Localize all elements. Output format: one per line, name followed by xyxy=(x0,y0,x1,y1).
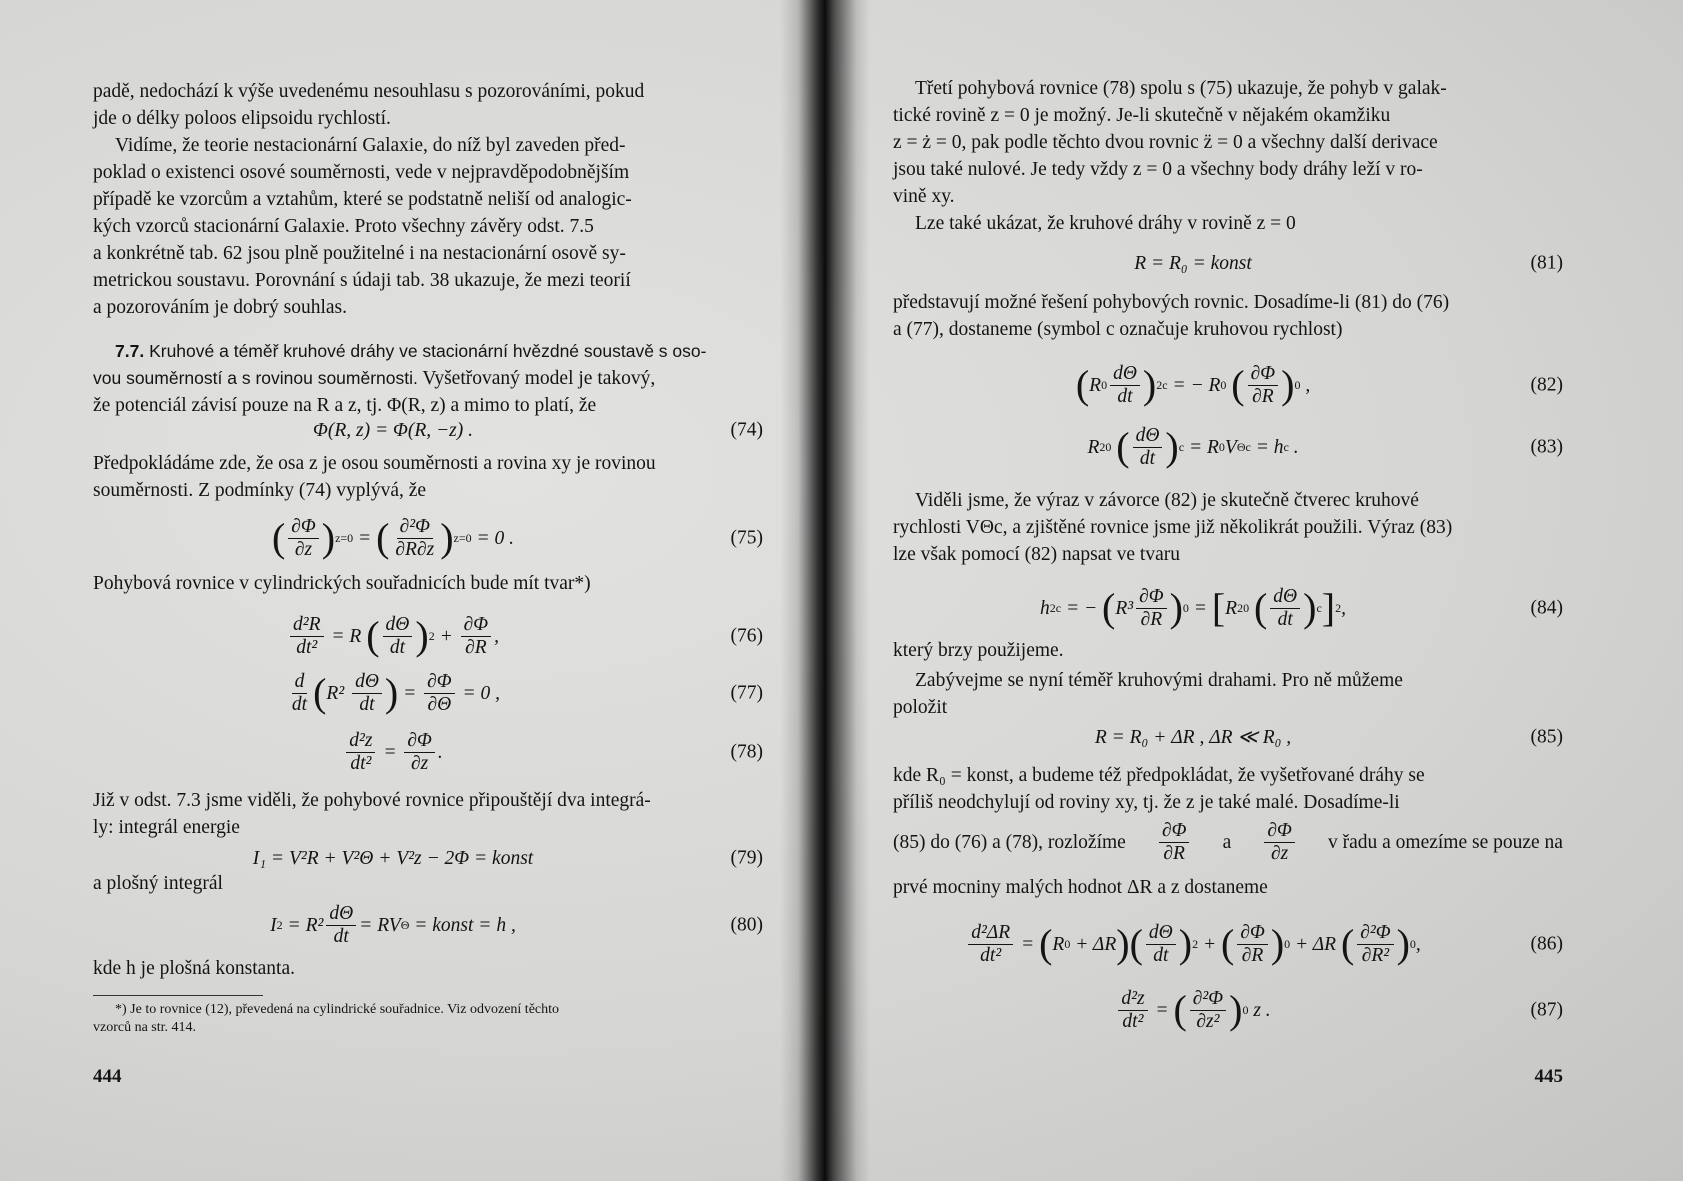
equation-body: $\frac{\text{d²ΔR}}{\text{dt²}}$ = ( R 0 + ΔR ) ( $\frac{d\Theta}{dt}$ ) 2 + ( $\frac{\partial\Phi}{\partial R}$ ) 0 + ΔR ( $\frac{\text{∂²Φ}}{\text{∂R²}}$ ) 0 , xyxy=(893,912,1493,976)
equation-number: (74) xyxy=(730,419,763,441)
equation-number: (84) xyxy=(1530,597,1563,619)
equation-body: R = R₀ + ΔR , ΔR ≪ R₀ , xyxy=(1094,726,1292,748)
section-number: 7.7. xyxy=(115,341,145,361)
paragraph xyxy=(893,75,1563,237)
text-line: souměrnosti. Z podmínky (74) vyplývá, že xyxy=(93,480,427,501)
equation-87 xyxy=(893,980,1563,1040)
equation-77 xyxy=(93,663,763,723)
equation-body: I 2 = R² $\frac{d\Theta}{dt}$ = RV Θ = konst = h , xyxy=(270,902,516,947)
section-title: vou souměrností a s rovinou souměrnosti. xyxy=(93,368,418,388)
paragraph: (85) do (76) a (78), rozložíme $\frac{\partial\Phi}{\partial R}$ a $\frac{\partial\Phi}{\partial z}$ v řadu a omezíme se pouze na xyxy=(893,820,1563,864)
text-line: metrickou soustavu. Porovnání s údaji tab. 38 ukazuje, že mezi teorií xyxy=(93,270,631,291)
equation-number: (87) xyxy=(1530,999,1563,1021)
book-gutter xyxy=(780,0,870,1181)
text-line: lze však pomocí (82) napsat ve tvaru xyxy=(893,544,1180,565)
equation-body: $\frac{d}{dt}$ ( R² $\frac{d\Theta}{dt}$ ) = $\frac{\partial\Phi}{\partial\Theta}$ = 0 , xyxy=(291,670,501,715)
equation-body: R 2 0 ( $\frac{d\Theta}{dt}$ ) c = R 0 V Θc = h c . xyxy=(1087,424,1299,469)
text-line: Zabývejme se nyní téměř kruhovými drahami. Pro ně můžeme xyxy=(915,670,1403,691)
equation-body: $\frac{\text{d²z}}{\text{dt²}}$ = $\frac{\partial\Phi}{\partial z}$ . xyxy=(93,723,693,781)
equation-body: I₁ = V²R + V²Θ + V²z − 2Φ = konst xyxy=(252,847,534,869)
text-line: a pozorováním je dobrý souhlas. xyxy=(93,297,347,318)
footnote-rule xyxy=(93,995,263,996)
text-line: kých vzorců stacionární Galaxie. Proto všechny závěry odst. 7.5 xyxy=(93,216,594,237)
text-line: Viděli jsme, že výraz v závorce (82) je skutečně čtverec kruhové xyxy=(915,490,1419,511)
equation-number: (80) xyxy=(730,914,763,936)
text-line: prvé mocniny malých hodnot ΔR a z dostaneme xyxy=(893,877,1268,898)
equation-body: $\frac{\text{d²z}}{\text{dt²}}$ = ( $\frac{\text{∂²Φ}}{\text{∂z²}}$ ) 0 z . xyxy=(893,980,1493,1040)
equation-80 xyxy=(93,897,763,953)
text-line: Vidíme, že teorie nestacionární Galaxie, do níž byl zaveden před- xyxy=(115,135,626,156)
text-line: v řadu a omezíme se pouze na xyxy=(1327,832,1563,853)
equation-number: (77) xyxy=(730,682,763,704)
equation-76 xyxy=(93,605,763,667)
paragraph xyxy=(893,637,1563,721)
text-line: položit xyxy=(893,697,948,718)
equation-number: (78) xyxy=(730,741,763,763)
section-title: Kruhové a téměř kruhové dráhy ve stacionární hvězdné soustavě s oso- xyxy=(149,341,707,361)
equation-74 xyxy=(93,410,763,450)
footnote xyxy=(93,1001,763,1037)
text-line: vzorců na str. 414. xyxy=(93,1020,197,1035)
text-line: kde R₀ = konst, a budeme též předpokládat, že vyšetřované dráhy se xyxy=(893,765,1425,786)
paragraph xyxy=(93,450,763,504)
equation-85 xyxy=(893,722,1563,752)
text-line: padě, nedochází k výše uvedenému nesouhlasu s pozorováními, pokud xyxy=(93,81,645,102)
text-line: Vyšetřovaný model je takový, xyxy=(417,368,656,389)
text-line: Třetí pohybová rovnice (78) spolu s (75) ukazuje, že pohyb v galak- xyxy=(915,78,1447,99)
text-line: Pohybová rovnice v cylindrických souřadnicích bude mít tvar*) xyxy=(93,573,591,594)
equation-number: (82) xyxy=(1530,374,1563,396)
equation-number: (79) xyxy=(730,847,763,869)
equation-number: (75) xyxy=(730,527,763,549)
text-line: vině xy. xyxy=(893,186,955,207)
text-line: Lze také ukázat, že kruhové dráhy v rovině z = 0 xyxy=(915,213,1296,234)
paragraph xyxy=(893,762,1563,816)
equation-81 xyxy=(893,248,1563,278)
text-line: poklad o existenci osové souměrnosti, vede v nejpravděpodobnějším xyxy=(93,162,630,183)
equation-body: h 2 c = − ( R³ $\frac{\partial\Phi}{\partial R}$ ) 0 = [ R 2 0 ( $\frac{d\Theta}{dt}$ ) c ] 2 , xyxy=(1039,585,1346,630)
paragraph xyxy=(893,487,1563,568)
text-line: Již v odst. 7.3 jsme viděli, že pohybové rovnice připouštějí dva integrá- xyxy=(93,790,651,811)
equation-body: Φ(R, z) = Φ(R, −z) . xyxy=(313,419,473,441)
page-number: 444 xyxy=(93,1066,122,1087)
equation-86 xyxy=(893,912,1563,976)
text-line: případě ke vzorcům a vztahům, které se podstatně neliší od analogic- xyxy=(93,189,632,210)
equation-number: (81) xyxy=(1530,252,1563,274)
equation-body: R = R₀ = konst xyxy=(1134,252,1252,274)
equation-body: ( $\frac{\partial\Phi}{\partial z}$ ) z=0 = ( $\frac{\text{∂²Φ}}{\partial R\partial z}$ ) z=0 = 0 . xyxy=(271,515,515,560)
equation-75 xyxy=(93,507,763,569)
text-line: a xyxy=(1222,832,1232,853)
equation-number: (76) xyxy=(730,625,763,647)
right-page xyxy=(893,0,1563,1181)
text-line: a konkrétně tab. 62 jsou plně použitelné i na nestacionární osově sy- xyxy=(93,243,626,264)
equation-84 xyxy=(893,577,1563,639)
equation-79 xyxy=(93,843,763,873)
text-line: a plošný integrál xyxy=(93,873,223,894)
text-line: *) Je to rovnice (12), převedená na cylindrické souřadnice. Viz odvození těchto xyxy=(115,1002,560,1017)
paragraph xyxy=(93,78,763,321)
equation-body: $\frac{\text{d²R}}{\text{dt²}}$ = R ( $\frac{d\Theta}{dt}$ ) 2 + $\frac{\partial\Phi}{\partial R}$ , xyxy=(93,605,693,667)
text-line: příliš neodchylují od roviny xy, tj. že z je také malé. Dosadíme-li xyxy=(893,792,1400,813)
text-line: tické rovině z = 0 je možný. Je-li skutečně v nějakém okamžiku xyxy=(893,105,1391,126)
equation-78 xyxy=(93,723,763,781)
page-number: 445 xyxy=(1534,1066,1563,1087)
text-line: Předpokládáme zde, že osa z je osou souměrnosti a rovina xy je rovinou xyxy=(93,453,656,474)
equation-number: (85) xyxy=(1530,726,1563,748)
equation-number: (83) xyxy=(1530,436,1563,458)
text-line: jde o délky poloos elipsoidu rychlostí. xyxy=(93,108,391,129)
text-line: který brzy použijeme. xyxy=(893,640,1064,661)
text-line: ly: integrál energie xyxy=(93,817,240,838)
text-line: (85) do (76) a (78), rozložíme xyxy=(893,832,1126,853)
text-line: a (77), dostaneme (symbol c označuje kruhovou rychlost) xyxy=(893,319,1343,340)
text-line: představují možné řešení pohybových rovnic. Dosadíme-li (81) do (76) xyxy=(893,292,1450,313)
text-line: že potenciál závisí pouze na R a z, tj. Φ(R, z) a mimo to platí, že xyxy=(93,395,597,416)
text-line: kde h je plošná konstanta. xyxy=(93,958,295,979)
equation-body: ( R 0 $\frac{d\Theta}{dt}$ ) 2 c = − R 0 ( $\frac{\partial\Phi}{\partial R}$ ) 0 , xyxy=(1075,362,1311,407)
section-7-7 xyxy=(93,338,763,419)
text-line: jsou také nulové. Je tedy vždy z = 0 a všechny body dráhy leží v ro- xyxy=(893,159,1423,180)
equation-number: (86) xyxy=(1530,933,1563,955)
left-page xyxy=(93,0,763,1181)
paragraph xyxy=(893,289,1563,343)
paragraph xyxy=(93,787,763,841)
text-line: rychlosti VΘc, a zjištěné rovnice jsme již několikrát použili. Výraz (83) xyxy=(893,517,1453,538)
equation-82 xyxy=(893,354,1563,416)
equation-83 xyxy=(893,418,1563,476)
text-line: z = ż = 0, pak podle těchto dvou rovnic z̈ = 0 a všechny další derivace xyxy=(893,132,1438,153)
